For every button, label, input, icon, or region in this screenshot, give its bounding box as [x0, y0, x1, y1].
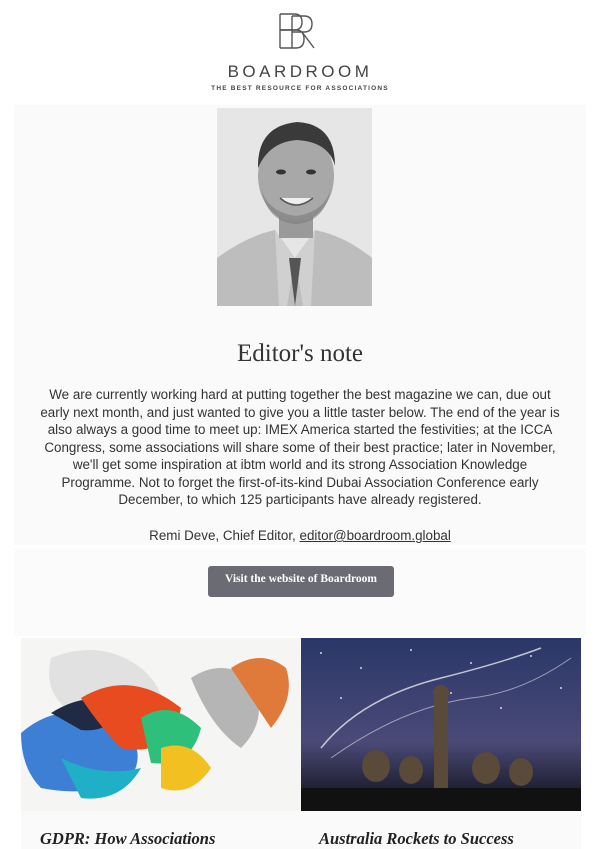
- editor-portrait: [217, 108, 372, 306]
- article-image-australia[interactable]: [301, 638, 581, 811]
- brand-tagline: THE BEST RESOURCE FOR ASSOCIATIONS: [211, 85, 389, 92]
- header-logo-area: [0, 0, 600, 105]
- editor-signature: [0, 528, 600, 543]
- visit-website-button[interactable]: Visit the website of Boardroom: [208, 566, 394, 597]
- editor-note-body: We are currently working hard at putting together the best magazine we can, due out early next month, and just wanted to give you a little taster below. The end of the year is also always a good time to meet up: IMEX America started the festivities; at the ICCA Congress, some associations will share some of their best practice; later in November, we'll get some inspiration at ibtm world and its strong Association Knowledge Programme. Not to forget the first-of-its-kind Dubai Association Conference early December, to which 125 participants have already registered.: [40, 387, 560, 507]
- article-title-gdpr[interactable]: GDPR: How Associations: [40, 829, 216, 848]
- article-title-australia[interactable]: Australia Rockets to Success: [319, 829, 514, 848]
- brand-name: BOARDROOM: [227, 62, 373, 81]
- signature-text: Remi Deve, Chief Editor,: [149, 528, 300, 543]
- article-image-gdpr[interactable]: [21, 638, 301, 811]
- editor-note-title: Editor's note: [236, 340, 363, 367]
- boardroom-logo-mark: [272, 12, 318, 50]
- editor-email-link[interactable]: editor@boardroom.global: [299, 528, 451, 543]
